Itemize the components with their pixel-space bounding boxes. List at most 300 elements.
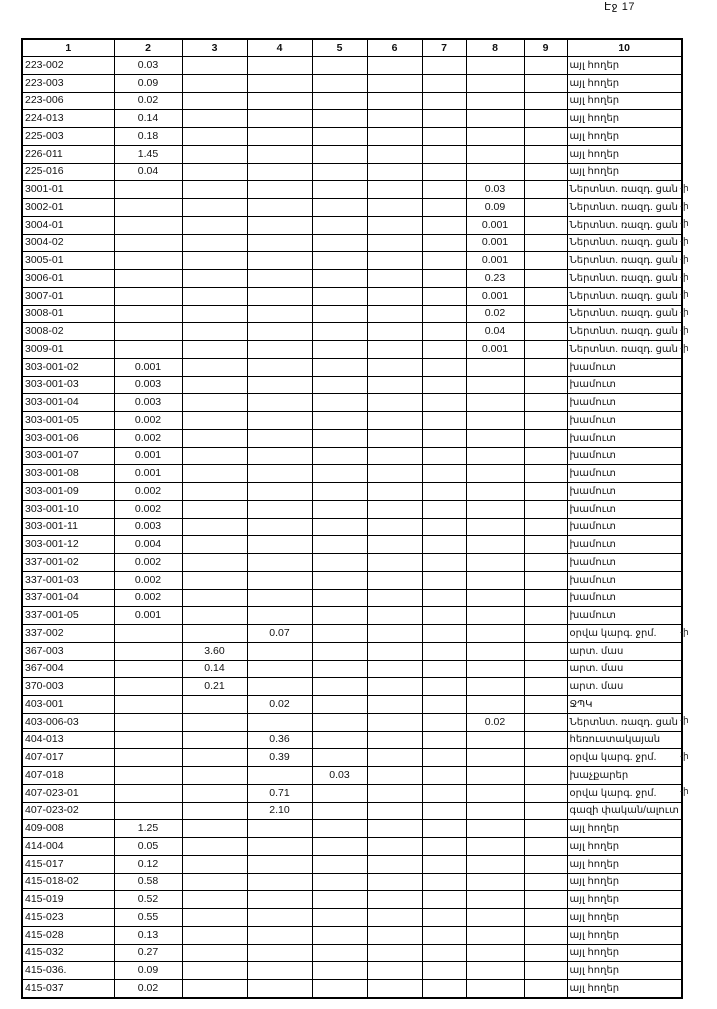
area-cell-col2: 0.03 — [114, 57, 182, 75]
area-cell-col3 — [182, 749, 247, 767]
parcel-code-cell: 224-013 — [22, 110, 114, 128]
area-cell-col4 — [247, 412, 312, 430]
area-cell-col2: 0.002 — [114, 483, 182, 501]
area-cell-col8 — [466, 376, 524, 394]
area-cell-col5 — [312, 234, 367, 252]
land-use-cell: այլ հողեր — [567, 57, 682, 75]
area-cell-col4 — [247, 376, 312, 394]
area-cell-col3 — [182, 163, 247, 181]
area-cell-col2: 0.002 — [114, 571, 182, 589]
area-cell-col3 — [182, 962, 247, 980]
area-cell-col7 — [422, 891, 466, 909]
area-cell-col6 — [367, 429, 422, 447]
table-row — [22, 518, 682, 536]
area-cell-col8 — [466, 145, 524, 163]
area-cell-col9 — [524, 376, 567, 394]
land-use-cell: Ներտնտ. ռազդ. ցան — [567, 252, 682, 270]
margin-mark: -ի — [680, 750, 689, 761]
area-cell-col6 — [367, 980, 422, 998]
area-cell-col5 — [312, 696, 367, 714]
area-cell-col3 — [182, 447, 247, 465]
area-cell-col2 — [114, 802, 182, 820]
table-row — [22, 429, 682, 447]
table-row — [22, 163, 682, 181]
land-use-cell: Ներտնտ. ռազդ. ցան — [567, 216, 682, 234]
area-cell-col6 — [367, 873, 422, 891]
area-cell-col5 — [312, 820, 367, 838]
table-row — [22, 500, 682, 518]
land-use-cell: խամուտ — [567, 571, 682, 589]
area-cell-col7 — [422, 767, 466, 785]
area-cell-col9 — [524, 625, 567, 643]
area-cell-col5 — [312, 571, 367, 589]
area-cell-col5 — [312, 465, 367, 483]
area-cell-col7 — [422, 625, 466, 643]
table-row — [22, 199, 682, 217]
area-cell-col6 — [367, 163, 422, 181]
table-row — [22, 980, 682, 998]
area-cell-col3 — [182, 181, 247, 199]
parcel-code-cell: 303-001-02 — [22, 358, 114, 376]
table-row — [22, 571, 682, 589]
area-cell-col7 — [422, 642, 466, 660]
area-cell-col8: 0.001 — [466, 216, 524, 234]
area-cell-col4: 0.36 — [247, 731, 312, 749]
land-use-cell: խամուտ — [567, 358, 682, 376]
area-cell-col2: 0.003 — [114, 376, 182, 394]
area-cell-col3 — [182, 909, 247, 927]
land-use-cell: Ներտնտ. ռազդ. ցան — [567, 323, 682, 341]
area-cell-col6 — [367, 358, 422, 376]
area-cell-col9 — [524, 855, 567, 873]
area-cell-col5 — [312, 57, 367, 75]
area-cell-col7 — [422, 873, 466, 891]
table-row — [22, 855, 682, 873]
parcel-code-cell: 303-001-11 — [22, 518, 114, 536]
area-cell-col4: 0.71 — [247, 784, 312, 802]
area-cell-col4: 2.10 — [247, 802, 312, 820]
area-cell-col4 — [247, 962, 312, 980]
table-row — [22, 181, 682, 199]
area-cell-col6 — [367, 234, 422, 252]
area-cell-col9 — [524, 749, 567, 767]
area-cell-col6 — [367, 713, 422, 731]
area-cell-col3 — [182, 92, 247, 110]
area-cell-col9 — [524, 57, 567, 75]
area-cell-col7 — [422, 713, 466, 731]
land-use-cell: խամուտ — [567, 412, 682, 430]
parcel-code-cell: 223-006 — [22, 92, 114, 110]
area-cell-col4 — [247, 429, 312, 447]
area-cell-col5 — [312, 181, 367, 199]
area-cell-col7 — [422, 554, 466, 572]
area-cell-col5 — [312, 270, 367, 288]
area-cell-col2 — [114, 749, 182, 767]
parcel-code-cell: 367-004 — [22, 660, 114, 678]
parcel-code-cell: 407-018 — [22, 767, 114, 785]
table-row — [22, 92, 682, 110]
land-use-cell: այլ հողեր — [567, 873, 682, 891]
parcel-code-cell: 303-001-09 — [22, 483, 114, 501]
area-cell-col7 — [422, 500, 466, 518]
area-cell-col5 — [312, 554, 367, 572]
area-cell-col4 — [247, 536, 312, 554]
area-cell-col4 — [247, 358, 312, 376]
area-cell-col5 — [312, 784, 367, 802]
parcel-code-cell: 303-001-05 — [22, 412, 114, 430]
area-cell-col2: 0.003 — [114, 518, 182, 536]
margin-mark: -ի — [680, 715, 689, 726]
area-cell-col3 — [182, 287, 247, 305]
area-cell-col2: 0.004 — [114, 536, 182, 554]
area-cell-col2: 0.18 — [114, 128, 182, 146]
parcel-code-cell: 303-001-08 — [22, 465, 114, 483]
area-cell-col3: 0.14 — [182, 660, 247, 678]
area-cell-col6 — [367, 749, 422, 767]
area-cell-col2: 0.05 — [114, 838, 182, 856]
area-cell-col5 — [312, 713, 367, 731]
area-cell-col5 — [312, 926, 367, 944]
table-row — [22, 696, 682, 714]
area-cell-col8 — [466, 394, 524, 412]
area-cell-col9 — [524, 589, 567, 607]
area-cell-col7 — [422, 784, 466, 802]
area-cell-col7 — [422, 341, 466, 359]
parcel-code-cell: 303-001-03 — [22, 376, 114, 394]
area-cell-col5 — [312, 110, 367, 128]
area-cell-col3 — [182, 323, 247, 341]
area-cell-col4 — [247, 980, 312, 998]
area-cell-col8 — [466, 571, 524, 589]
area-cell-col6 — [367, 92, 422, 110]
margin-mark: -ի — [680, 307, 689, 317]
area-cell-col2 — [114, 199, 182, 217]
area-cell-col2: 1.25 — [114, 820, 182, 838]
land-use-cell: ՋՊԿ — [567, 696, 682, 714]
area-cell-col9 — [524, 163, 567, 181]
margin-mark: -ի — [680, 182, 689, 193]
area-cell-col3 — [182, 820, 247, 838]
table-row — [22, 394, 682, 412]
table-row — [22, 287, 682, 305]
area-cell-col8 — [466, 802, 524, 820]
area-cell-col7 — [422, 749, 466, 767]
area-cell-col9 — [524, 447, 567, 465]
land-use-cell: հեռուստակայան — [567, 731, 682, 749]
parcel-code-cell: 403-001 — [22, 696, 114, 714]
area-cell-col8 — [466, 57, 524, 75]
area-cell-col2: 0.003 — [114, 394, 182, 412]
area-cell-col8: 0.04 — [466, 323, 524, 341]
area-cell-col9 — [524, 962, 567, 980]
area-cell-col5 — [312, 429, 367, 447]
area-cell-col7 — [422, 92, 466, 110]
area-cell-col4 — [247, 128, 312, 146]
area-cell-col8 — [466, 358, 524, 376]
area-cell-col3 — [182, 536, 247, 554]
area-cell-col4: 0.02 — [247, 696, 312, 714]
area-cell-col8: 0.03 — [466, 181, 524, 199]
area-cell-col8 — [466, 891, 524, 909]
area-cell-col2: 0.002 — [114, 589, 182, 607]
area-cell-col3 — [182, 252, 247, 270]
land-use-cell: Ներտնտ. ռազդ. ցան — [567, 234, 682, 252]
area-cell-col2: 0.001 — [114, 465, 182, 483]
land-use-cell: Ներտնտ. ռազդ. ցան — [567, 287, 682, 305]
area-cell-col8 — [466, 731, 524, 749]
area-cell-col8 — [466, 660, 524, 678]
area-cell-col7 — [422, 128, 466, 146]
area-cell-col5 — [312, 660, 367, 678]
land-use-cell: Ներտնտ. ռազդ. ցան — [567, 199, 682, 217]
area-cell-col9 — [524, 536, 567, 554]
land-use-cell: այլ հողեր — [567, 944, 682, 962]
land-use-cell: Ներտնտ. ռազդ. ցան — [567, 270, 682, 288]
area-cell-col5 — [312, 92, 367, 110]
table-row — [22, 376, 682, 394]
area-cell-col4 — [247, 589, 312, 607]
area-cell-col7 — [422, 696, 466, 714]
area-cell-col7 — [422, 962, 466, 980]
area-cell-col8 — [466, 784, 524, 802]
area-cell-col3 — [182, 607, 247, 625]
land-use-cell: արտ. մաս — [567, 660, 682, 678]
column-header-3: 3 — [182, 39, 247, 57]
land-use-cell: այլ հողեր — [567, 980, 682, 998]
area-cell-col9 — [524, 926, 567, 944]
land-use-cell: խամուտ — [567, 518, 682, 536]
area-cell-col7 — [422, 838, 466, 856]
parcel-code-cell: 3004-02 — [22, 234, 114, 252]
area-cell-col9 — [524, 518, 567, 536]
area-cell-col4 — [247, 713, 312, 731]
margin-marks — [680, 0, 717, 1009]
area-cell-col4 — [247, 181, 312, 199]
area-cell-col6 — [367, 110, 422, 128]
land-use-cell: գազի փական/ալուտ — [567, 802, 682, 820]
area-cell-col9 — [524, 607, 567, 625]
area-cell-col8: 0.001 — [466, 287, 524, 305]
area-cell-col6 — [367, 500, 422, 518]
area-cell-col3 — [182, 926, 247, 944]
table-row — [22, 110, 682, 128]
parcel-code-cell: 367-003 — [22, 642, 114, 660]
area-cell-col2: 0.02 — [114, 92, 182, 110]
area-cell-col6 — [367, 341, 422, 359]
land-use-cell: այլ հողեր — [567, 962, 682, 980]
parcel-code-cell: 3007-01 — [22, 287, 114, 305]
area-cell-col8 — [466, 926, 524, 944]
area-cell-col9 — [524, 571, 567, 589]
area-cell-col9 — [524, 429, 567, 447]
area-cell-col8 — [466, 465, 524, 483]
table-row — [22, 252, 682, 270]
area-cell-col4 — [247, 163, 312, 181]
area-cell-col6 — [367, 199, 422, 217]
margin-mark: -ի — [680, 342, 689, 353]
land-use-cell: խամուտ — [567, 447, 682, 465]
column-header-2: 2 — [114, 39, 182, 57]
area-cell-col5 — [312, 873, 367, 891]
area-cell-col5 — [312, 589, 367, 607]
table-row — [22, 713, 682, 731]
area-cell-col8 — [466, 962, 524, 980]
table-row — [22, 944, 682, 962]
area-cell-col4 — [247, 838, 312, 856]
area-cell-col8 — [466, 749, 524, 767]
area-cell-col8: 0.02 — [466, 713, 524, 731]
area-cell-col9 — [524, 74, 567, 92]
land-use-cell: օրվա կարգ. ջրմ. — [567, 625, 682, 643]
area-cell-col6 — [367, 909, 422, 927]
land-use-cell: խամուտ — [567, 465, 682, 483]
area-cell-col9 — [524, 412, 567, 430]
area-cell-col2 — [114, 625, 182, 643]
area-cell-col5 — [312, 962, 367, 980]
area-cell-col3 — [182, 199, 247, 217]
area-cell-col4 — [247, 944, 312, 962]
area-cell-col2: 0.001 — [114, 607, 182, 625]
area-cell-col8 — [466, 642, 524, 660]
area-cell-col5 — [312, 731, 367, 749]
area-cell-col3 — [182, 128, 247, 146]
area-cell-col7 — [422, 855, 466, 873]
area-cell-col7 — [422, 110, 466, 128]
parcel-code-cell: 225-016 — [22, 163, 114, 181]
land-use-cell: խամուտ — [567, 536, 682, 554]
area-cell-col7 — [422, 216, 466, 234]
column-header-9: 9 — [524, 39, 567, 57]
table-row — [22, 536, 682, 554]
area-cell-col9 — [524, 660, 567, 678]
parcel-code-cell: 3004-01 — [22, 216, 114, 234]
area-cell-col6 — [367, 855, 422, 873]
margin-mark: -ի — [680, 271, 689, 282]
area-cell-col9 — [524, 341, 567, 359]
area-cell-col6 — [367, 838, 422, 856]
land-use-cell: այլ հողեր — [567, 74, 682, 92]
area-cell-col9 — [524, 731, 567, 749]
area-cell-col2 — [114, 731, 182, 749]
area-cell-col4 — [247, 571, 312, 589]
area-cell-col8 — [466, 625, 524, 643]
land-use-cell: արտ. մաս — [567, 642, 682, 660]
area-cell-col5 — [312, 305, 367, 323]
parcel-code-cell: 3009-01 — [22, 341, 114, 359]
area-cell-col3 — [182, 802, 247, 820]
area-cell-col2 — [114, 234, 182, 252]
parcel-code-cell: 3006-01 — [22, 270, 114, 288]
area-cell-col8 — [466, 500, 524, 518]
parcel-code-cell: 409-008 — [22, 820, 114, 838]
land-use-cell: խամուտ — [567, 394, 682, 412]
parcel-code-cell: 337-002 — [22, 625, 114, 643]
area-cell-col7 — [422, 376, 466, 394]
area-cell-col8: 0.001 — [466, 234, 524, 252]
area-cell-col6 — [367, 270, 422, 288]
area-cell-col6 — [367, 678, 422, 696]
area-cell-col4 — [247, 465, 312, 483]
margin-mark: -ի — [680, 626, 689, 637]
area-cell-col9 — [524, 944, 567, 962]
area-cell-col4 — [247, 92, 312, 110]
area-cell-col6 — [367, 323, 422, 341]
area-cell-col4 — [247, 110, 312, 128]
area-cell-col9 — [524, 642, 567, 660]
area-cell-col6 — [367, 128, 422, 146]
area-cell-col8: 0.23 — [466, 270, 524, 288]
area-cell-col2: 1.45 — [114, 145, 182, 163]
area-cell-col5 — [312, 287, 367, 305]
area-cell-col2 — [114, 305, 182, 323]
area-cell-col4 — [247, 607, 312, 625]
parcel-code-cell: 223-003 — [22, 74, 114, 92]
area-cell-col9 — [524, 252, 567, 270]
area-cell-col5: 0.03 — [312, 767, 367, 785]
area-cell-col4 — [247, 287, 312, 305]
area-cell-col6 — [367, 145, 422, 163]
area-cell-col9 — [524, 199, 567, 217]
area-cell-col4 — [247, 926, 312, 944]
area-cell-col9 — [524, 873, 567, 891]
area-cell-col6 — [367, 287, 422, 305]
area-cell-col9 — [524, 500, 567, 518]
area-cell-col8: 0.02 — [466, 305, 524, 323]
table-row — [22, 891, 682, 909]
area-cell-col8 — [466, 855, 524, 873]
area-cell-col7 — [422, 270, 466, 288]
area-cell-col7 — [422, 589, 466, 607]
land-use-cell: այլ հողեր — [567, 145, 682, 163]
area-cell-col6 — [367, 642, 422, 660]
area-cell-col2 — [114, 181, 182, 199]
area-cell-col4 — [247, 767, 312, 785]
parcel-code-cell: 337-001-04 — [22, 589, 114, 607]
table-row — [22, 341, 682, 359]
parcel-code-cell: 414-004 — [22, 838, 114, 856]
area-cell-col7 — [422, 465, 466, 483]
land-use-cell: խաչքարեր — [567, 767, 682, 785]
area-cell-col6 — [367, 625, 422, 643]
land-use-cell: խամուտ — [567, 554, 682, 572]
area-cell-col4 — [247, 341, 312, 359]
table-row — [22, 74, 682, 92]
area-cell-col5 — [312, 891, 367, 909]
area-cell-col4 — [247, 145, 312, 163]
area-cell-col7 — [422, 678, 466, 696]
table-row — [22, 802, 682, 820]
area-cell-col3 — [182, 713, 247, 731]
table-row — [22, 784, 682, 802]
area-cell-col6 — [367, 926, 422, 944]
area-cell-col7 — [422, 323, 466, 341]
page-number: Էջ 17 — [604, 1, 635, 13]
area-cell-col2 — [114, 642, 182, 660]
parcel-code-cell: 415-037 — [22, 980, 114, 998]
land-use-cell: այլ հողեր — [567, 838, 682, 856]
area-cell-col3 — [182, 234, 247, 252]
area-cell-col6 — [367, 589, 422, 607]
area-cell-col9 — [524, 128, 567, 146]
area-cell-col6 — [367, 554, 422, 572]
area-cell-col4 — [247, 642, 312, 660]
area-cell-col5 — [312, 394, 367, 412]
table-row — [22, 447, 682, 465]
area-cell-col7 — [422, 394, 466, 412]
area-cell-col8 — [466, 873, 524, 891]
area-cell-col6 — [367, 216, 422, 234]
area-cell-col3 — [182, 74, 247, 92]
